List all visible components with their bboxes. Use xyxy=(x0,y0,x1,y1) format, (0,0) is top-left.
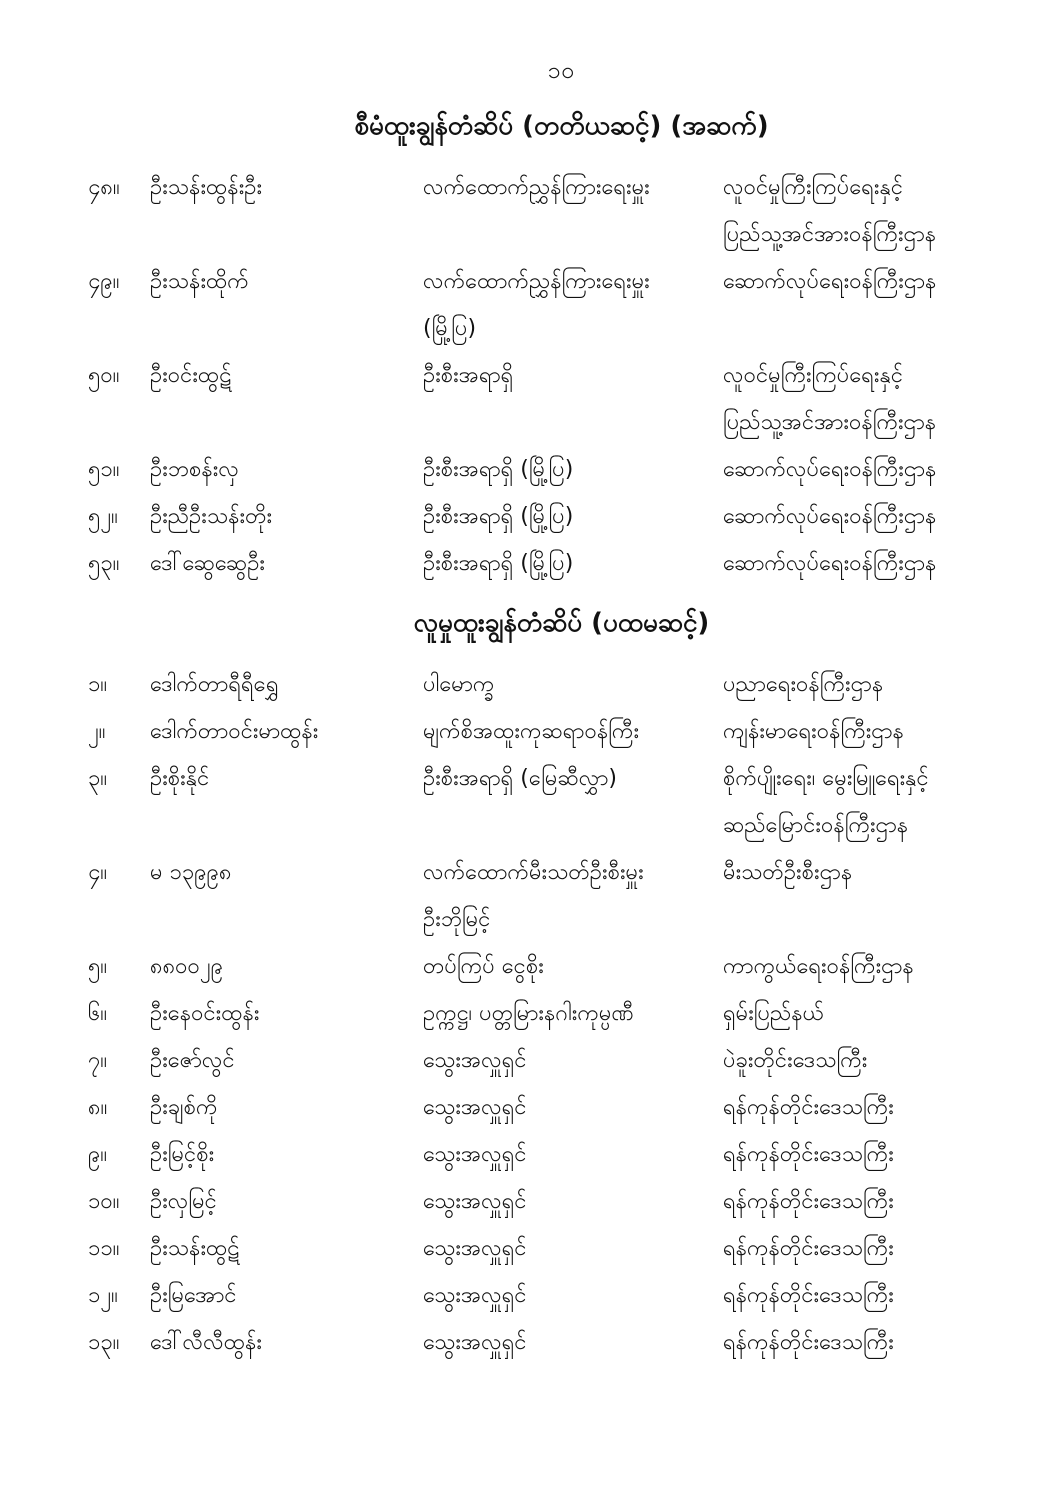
row-number xyxy=(88,943,150,990)
text-line: သွေးအလှူရှင် xyxy=(423,1283,527,1308)
row-number xyxy=(88,1225,150,1272)
text-line: ပဲခူးတိုင်းဒေသကြီး xyxy=(723,1048,868,1073)
text-line: ၅၂။ xyxy=(88,504,118,529)
recipient-name xyxy=(150,990,423,1037)
row-number xyxy=(88,1131,150,1178)
text-line: ဦးစီးအရာရှိ (မြို့ပြ) xyxy=(423,551,574,576)
table-row xyxy=(88,258,1035,352)
text-line: ဦးသန်းထွန်းဦး xyxy=(150,175,263,200)
position-title xyxy=(423,1037,723,1084)
position-title xyxy=(423,540,723,587)
text-line: ဦးစီးအရာရှိ xyxy=(423,363,514,388)
text-line: ဦးသန်းထိုက် xyxy=(150,269,249,294)
position-title xyxy=(423,943,723,990)
recipient-name xyxy=(150,446,423,493)
table-row xyxy=(88,446,1035,493)
table-row xyxy=(88,849,1035,943)
row-number xyxy=(88,352,150,399)
table-row xyxy=(88,755,1035,849)
text-line: လူဝင်မှုကြီးကြပ်ရေးနှင့် xyxy=(723,363,904,388)
table-row xyxy=(88,1084,1035,1131)
text-line: ဦးမြအောင် xyxy=(150,1283,237,1308)
text-line: လက်ထောက်ညွှန်ကြားရေးမှူး xyxy=(423,175,650,200)
row-number xyxy=(88,849,150,896)
ministry xyxy=(723,849,1035,896)
position-title xyxy=(423,1178,723,1225)
row-number xyxy=(88,164,150,211)
text-line: သွေးအလှူရှင် xyxy=(423,1095,527,1120)
row-number xyxy=(88,661,150,708)
text-line: ၈။ xyxy=(88,1095,108,1120)
ministry xyxy=(723,661,1035,708)
text-line: ဒေါ်ဆွေဆွေဦး xyxy=(150,551,265,576)
text-line: ဦးဘစန်းလှ xyxy=(150,457,239,482)
table-row xyxy=(88,1272,1035,1319)
text-line: ရန်ကုန်တိုင်းဒေသကြီး xyxy=(723,1236,894,1261)
text-line: ဦးဘိုမြင့် xyxy=(423,907,491,932)
page-number: ၁၀ xyxy=(547,58,576,84)
text-line: သွေးအလှူရှင် xyxy=(423,1142,527,1167)
ministry xyxy=(723,164,1035,258)
text-line: တပ်ကြပ် ငွေစိုး xyxy=(423,954,544,979)
recipient-name xyxy=(150,352,423,399)
position-title xyxy=(423,258,723,352)
text-line: ဦးသန်းထွဋ် xyxy=(150,1236,240,1261)
recipient-name xyxy=(150,661,423,708)
row-number xyxy=(88,1272,150,1319)
text-line: သွေးအလှူရှင် xyxy=(423,1189,527,1214)
text-line: ပညာရေးဝန်ကြီးဌာန xyxy=(723,672,884,697)
text-line: ပါမောက္ခ xyxy=(423,672,495,697)
ministry xyxy=(723,540,1035,587)
text-line: ဦးချစ်ကို xyxy=(150,1095,218,1120)
text-line: ၃။ xyxy=(88,766,108,791)
position-title xyxy=(423,849,723,943)
text-line: ၇။ xyxy=(88,1048,108,1073)
text-line: ၈၈၀၀၂၉ xyxy=(150,954,224,979)
ministry xyxy=(723,943,1035,990)
recipient-name xyxy=(150,493,423,540)
text-line: ၉။ xyxy=(88,1142,108,1167)
text-line: စိုက်ပျိုးရေး၊ မွေးမြူရေးနှင့် xyxy=(723,766,929,791)
text-line: ဆောက်လုပ်ရေးဝန်ကြီးဌာန xyxy=(723,504,937,529)
text-line: ဦးစီးအရာရှိ (မြို့ပြ) xyxy=(423,457,574,482)
text-line: ရှမ်းပြည်နယ် xyxy=(723,1001,825,1026)
row-number xyxy=(88,1319,150,1366)
text-line: ဆည်မြောင်းဝန်ကြီးဌာန xyxy=(723,813,909,838)
table-row xyxy=(88,493,1035,540)
text-line: ဒေါက်တာရီရီရွှေ xyxy=(150,672,279,697)
text-line: ဒေါက်တာဝင်းမာထွန်း xyxy=(150,719,319,744)
section-first-class-social-medal xyxy=(88,597,1035,1366)
text-line: ရန်ကုန်တိုင်းဒေသကြီး xyxy=(723,1330,894,1355)
table-row xyxy=(88,1178,1035,1225)
text-line: ၁။ xyxy=(88,672,108,697)
text-line: ၅၃။ xyxy=(88,551,120,576)
text-line: မ ၁၃၉၉၈ xyxy=(150,860,232,885)
text-line: ဦးစီးအရာရှိ (မြေဆီလွှာ) xyxy=(423,766,617,791)
position-title xyxy=(423,352,723,399)
text-line: သွေးအလှူရှင် xyxy=(423,1048,527,1073)
position-title xyxy=(423,755,723,802)
text-line: လက်ထောက်ညွှန်ကြားရေးမှူး xyxy=(423,269,650,294)
recipient-name xyxy=(150,1319,423,1366)
text-line: ရန်ကုန်တိုင်းဒေသကြီး xyxy=(723,1095,894,1120)
table-row xyxy=(88,1225,1035,1272)
text-line: ၆။ xyxy=(88,1001,108,1026)
text-line: ၁၃။ xyxy=(88,1330,120,1355)
ministry xyxy=(723,1084,1035,1131)
ministry xyxy=(723,1178,1035,1225)
recipient-name xyxy=(150,1037,423,1084)
table-row xyxy=(88,1319,1035,1366)
ministry xyxy=(723,258,1035,305)
row-number xyxy=(88,446,150,493)
ministry xyxy=(723,990,1035,1037)
text-line: ကျန်းမာရေးဝန်ကြီးဌာန xyxy=(723,719,904,744)
text-line: သွေးအလှူရှင် xyxy=(423,1236,527,1261)
recipient-name xyxy=(150,164,423,211)
ministry xyxy=(723,352,1035,446)
table-row xyxy=(88,352,1035,446)
ministry xyxy=(723,1272,1035,1319)
text-line: ဦးစိုးနိုင် xyxy=(150,766,210,791)
text-line: ပြည်သူ့အင်အားဝန်ကြီးဌာန xyxy=(723,410,937,435)
position-title xyxy=(423,990,723,1037)
text-line: ဆောက်လုပ်ရေးဝန်ကြီးဌာန xyxy=(723,457,937,482)
text-line: သွေးအလှူရှင် xyxy=(423,1330,527,1355)
text-line: ဦးစီးအရာရှိ (မြို့ပြ) xyxy=(423,504,574,529)
text-line: ဦးမြင့်စိုး xyxy=(150,1142,215,1167)
position-title xyxy=(423,708,723,755)
recipient-name xyxy=(150,258,423,305)
table-row xyxy=(88,164,1035,258)
table-row xyxy=(88,540,1035,587)
section-third-class-medal xyxy=(88,100,1035,587)
table-row xyxy=(88,1131,1035,1178)
row-number xyxy=(88,1037,150,1084)
row-number xyxy=(88,258,150,305)
recipient-name xyxy=(150,1178,423,1225)
text-line: ဦးလှမြင့် xyxy=(150,1189,217,1214)
text-line: ရန်ကုန်တိုင်းဒေသကြီး xyxy=(723,1142,894,1167)
row-number xyxy=(88,990,150,1037)
text-line: ၅၀။ xyxy=(88,363,120,388)
text-line: ဆောက်လုပ်ရေးဝန်ကြီးဌာန xyxy=(723,551,937,576)
text-line: လက်ထောက်မီးသတ်ဦးစီးမှူး xyxy=(423,860,644,885)
position-title xyxy=(423,164,723,211)
row-number xyxy=(88,493,150,540)
table-row xyxy=(88,990,1035,1037)
position-title xyxy=(423,1272,723,1319)
recipient-name xyxy=(150,540,423,587)
text-line: ၄၉။ xyxy=(88,269,120,294)
position-title xyxy=(423,661,723,708)
row-number xyxy=(88,708,150,755)
ministry xyxy=(723,1037,1035,1084)
recipient-name xyxy=(150,708,423,755)
text-line: လူဝင်မှုကြီးကြပ်ရေးနှင့် xyxy=(723,175,904,200)
text-line: ဦးဇော်လွင် xyxy=(150,1048,235,1073)
ministry xyxy=(723,708,1035,755)
text-line: ရန်ကုန်တိုင်းဒေသကြီး xyxy=(723,1189,894,1214)
award-table xyxy=(88,661,1035,1366)
table-row xyxy=(88,943,1035,990)
row-number xyxy=(88,1178,150,1225)
text-line: ၁၂။ xyxy=(88,1283,118,1308)
text-line: ၅၁။ xyxy=(88,457,120,482)
position-title xyxy=(423,1225,723,1272)
text-line: ၄၈။ xyxy=(88,175,120,200)
text-line: ၄။ xyxy=(88,860,108,885)
table-row xyxy=(88,708,1035,755)
text-line: ဥက္ကဋ္ဌ၊ ပတ္တမြားနဂါးကုမ္ပဏီ xyxy=(423,1001,634,1026)
row-number xyxy=(88,540,150,587)
position-title xyxy=(423,1084,723,1131)
text-line: ဒေါ်လီလီထွန်း xyxy=(150,1330,262,1355)
award-table xyxy=(88,164,1035,587)
row-number xyxy=(88,755,150,802)
ministry xyxy=(723,755,1035,849)
position-title xyxy=(423,493,723,540)
text-line: ဦးညီဦးသန်းတိုး xyxy=(150,504,273,529)
text-line: ဆောက်လုပ်ရေးဝန်ကြီးဌာန xyxy=(723,269,937,294)
row-number xyxy=(88,1084,150,1131)
recipient-name xyxy=(150,849,423,896)
position-title xyxy=(423,446,723,493)
ministry xyxy=(723,493,1035,540)
ministry xyxy=(723,1131,1035,1178)
text-line: မျက်စိအထူးကုဆရာဝန်ကြီး xyxy=(423,719,640,744)
position-title xyxy=(423,1131,723,1178)
text-line: ပြည်သူ့အင်အားဝန်ကြီးဌာန xyxy=(723,222,937,247)
text-line: ကာကွယ်ရေးဝန်ကြီးဌာန xyxy=(723,954,914,979)
text-line: ၅။ xyxy=(88,954,108,979)
text-line: (မြို့ပြ) xyxy=(423,316,477,341)
text-line: ၁၀။ xyxy=(88,1189,120,1214)
recipient-name xyxy=(150,1131,423,1178)
text-line: ဦးနေဝင်းထွန်း xyxy=(150,1001,260,1026)
text-line: ဦးဝင်းထွဋ် xyxy=(150,363,232,388)
ministry xyxy=(723,1225,1035,1272)
ministry xyxy=(723,1319,1035,1366)
text-line: ၁၁။ xyxy=(88,1236,120,1261)
text-line: ရန်ကုန်တိုင်းဒေသကြီး xyxy=(723,1283,894,1308)
section-heading: စီမံထူးချွန်တံဆိပ် (တတိယဆင့်) (အဆက်) xyxy=(354,111,769,141)
section-heading: လူမှုထူးချွန်တံဆိပ် (ပထမဆင့်) xyxy=(413,608,710,638)
recipient-name xyxy=(150,755,423,802)
recipient-name xyxy=(150,1225,423,1272)
ministry xyxy=(723,446,1035,493)
table-row xyxy=(88,1037,1035,1084)
recipient-name xyxy=(150,943,423,990)
text-line: ၂။ xyxy=(88,719,106,744)
position-title xyxy=(423,1319,723,1366)
recipient-name xyxy=(150,1272,423,1319)
recipient-name xyxy=(150,1084,423,1131)
text-line: မီးသတ်ဦးစီးဌာန xyxy=(723,860,853,885)
table-row xyxy=(88,661,1035,708)
